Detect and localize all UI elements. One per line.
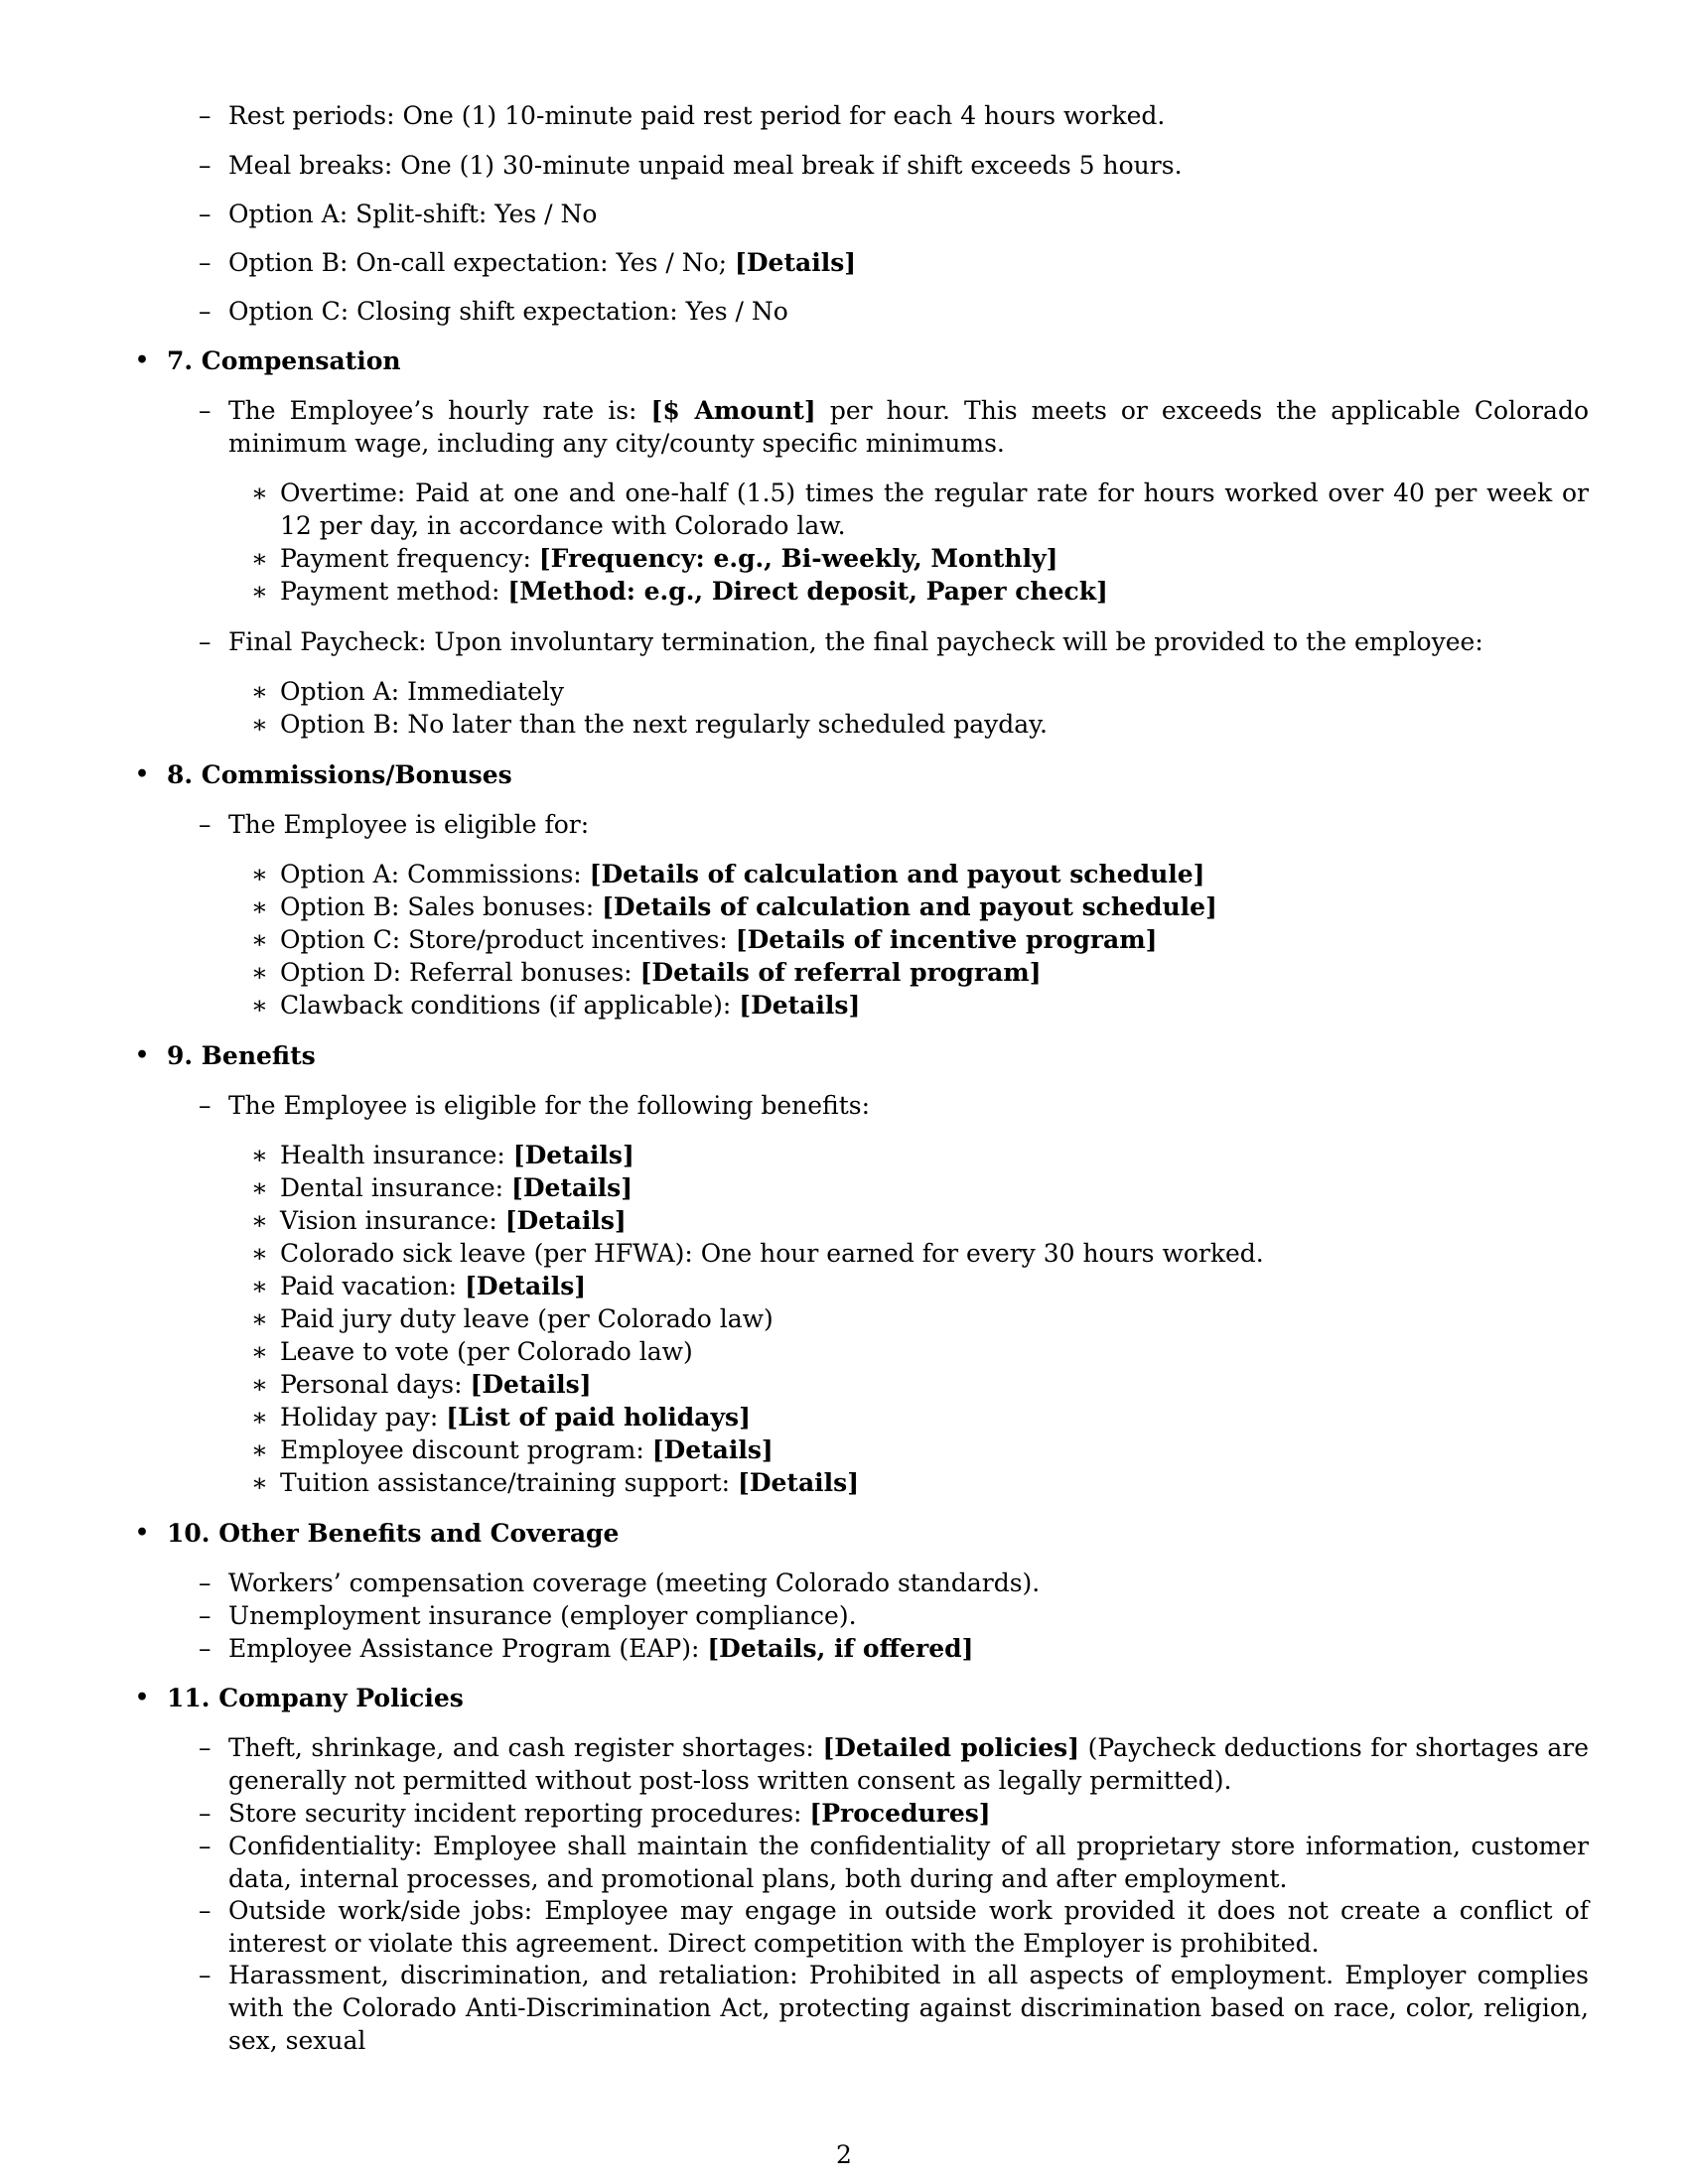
list-item: ∗ Colorado sick leave (per HFWA): One hour earned for every 30 hours worked.	[251, 1239, 1264, 1268]
list-item: – Employee Assistance Program (EAP): [Details, if offered]	[199, 1634, 974, 1663]
list-item: ∗ Option B: Sales bonuses: [Details of calculation and payout schedule]	[251, 892, 1217, 921]
section-heading: • 9. Benefits	[135, 1041, 316, 1070]
list-item: – Meal breaks: One (1) 30-minute unpaid meal break if shift exceeds 5 hours.	[199, 151, 1183, 180]
overtime-item: ∗ Overtime: Paid at one and one-half (1.5) times the regular rate for hours worked over 40 per week or 12 per day, in accordance with Colorado law.	[251, 478, 1589, 540]
list-item: ∗ Health insurance: [Details]	[251, 1141, 634, 1169]
list-item: ∗ Option A: Immediately	[251, 677, 565, 706]
list-item: ∗ Clawback conditions (if applicable): [Details]	[251, 991, 861, 1020]
final-paycheck-item: – Final Paycheck: Upon involuntary termination, the final paycheck will be provided to the employee:	[199, 627, 1483, 656]
list-item: ∗ Option D: Referral bonuses: [Details of referral program]	[251, 958, 1042, 987]
list-item: ∗ Holiday pay: [List of paid holidays]	[251, 1403, 751, 1432]
list-item: ∗ Option B: No later than the next regularly scheduled payday.	[251, 710, 1048, 739]
section-heading: • 8. Commissions/Bonuses	[135, 760, 512, 789]
payment-frequency-item: ∗ Payment frequency: [Frequency: e.g., Bi-weekly, Monthly]	[251, 544, 1058, 573]
list-item: ∗ Dental insurance: [Details]	[251, 1173, 633, 1202]
list-item: ∗ Tuition assistance/training support: [Details]	[251, 1468, 860, 1497]
list-item: – Rest periods: One (1) 10-minute paid rest period for each 4 hours worked.	[199, 101, 1166, 130]
list-item: ∗ Personal days: [Details]	[251, 1370, 592, 1399]
section-heading: • 11. Company Policies	[135, 1684, 464, 1712]
list-item: – Option A: Split-shift: Yes / No	[199, 200, 598, 228]
list-item: – The Employee is eligible for:	[199, 810, 590, 839]
list-item: ∗ Leave to vote (per Colorado law)	[251, 1337, 693, 1366]
hourly-rate-item: – The Employee’s hourly rate is: [$ Amount] per hour. This meets or exceeds the applicable Colorado minimum wage, including any city/county specific minimums.	[199, 396, 1589, 458]
list-item: ∗ Paid vacation: [Details]	[251, 1272, 587, 1300]
list-item: ∗ Employee discount program: [Details]	[251, 1435, 774, 1464]
list-item: – The Employee is eligible for the following benefits:	[199, 1091, 871, 1120]
list-item: ∗ Paid jury duty leave (per Colorado law)	[251, 1304, 774, 1333]
list-item: – Option C: Closing shift expectation: Yes / No	[199, 297, 788, 326]
list-item: ∗ Option C: Store/product incentives: [Details of incentive program]	[251, 925, 1158, 954]
list-item: – Store security incident reporting procedures: [Procedures]	[199, 1799, 991, 1828]
list-item: ∗ Option A: Commissions: [Details of calculation and payout schedule]	[251, 860, 1205, 888]
list-item: ∗ Vision insurance: [Details]	[251, 1206, 627, 1235]
list-item: – Option B: On-call expectation: Yes / No; [Details]	[199, 248, 857, 277]
page-number: 2	[836, 2140, 852, 2169]
section-heading: • 7. Compensation	[135, 346, 401, 375]
list-item: – Harassment, discrimination, and retaliation: Prohibited in all aspects of employment. Employer complies with the Colorado Anti-Discrimination Act, protecting against discrimination based on race, color, religion, sex, sexual	[199, 1961, 1589, 2055]
payment-method-item: ∗ Payment method: [Method: e.g., Direct deposit, Paper check]	[251, 577, 1108, 606]
list-item: – Outside work/side jobs: Employee may engage in outside work provided it does not create a conflict of interest or violate this agreement. Direct competition with the Employer is prohibited.	[199, 1896, 1589, 1958]
list-item: – Unemployment insurance (employer compliance).	[199, 1601, 857, 1630]
list-item: – Theft, shrinkage, and cash register shortages: [Detailed policies] (Paycheck deductions for shortages are generally not permitted without post-loss written consent as legally permitted).	[199, 1733, 1589, 1795]
list-item: – Confidentiality: Employee shall maintain the confidentiality of all proprietary store information, customer data, internal processes, and promotional plans, both during and after employment.	[199, 1832, 1589, 1893]
list-item: – Workers’ compensation coverage (meeting Colorado standards).	[199, 1569, 1041, 1597]
section-heading: • 10. Other Benefits and Coverage	[135, 1519, 620, 1548]
